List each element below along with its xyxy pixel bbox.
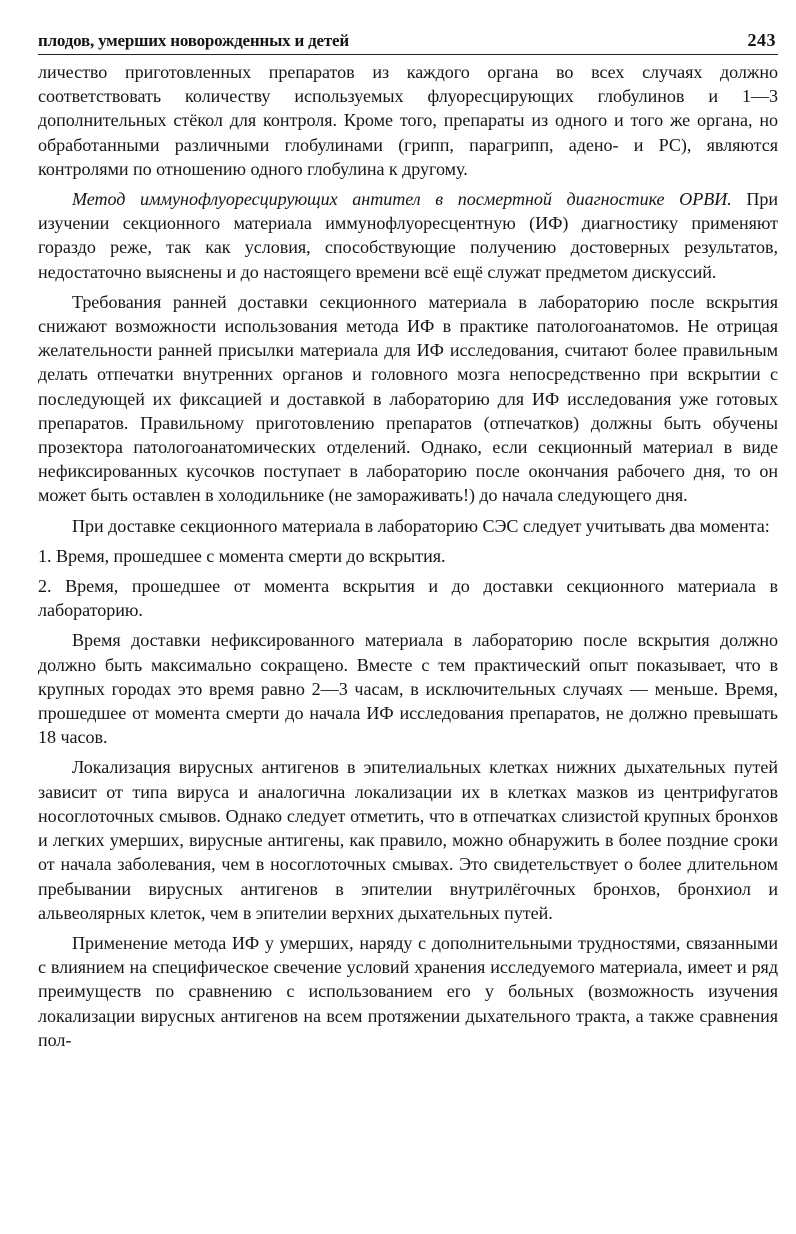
running-header xyxy=(38,30,778,55)
paragraph-delivery-time: Время доставки нефиксированного материала в лабораторию после вскрытия должно должно быть максимально сокращено. Вместе с тем практический опыт показывает, что в крупных городах это время равно 2—3 часам, в исключительных случаях — меньше. Время, прошедшее от момента смерти до начала ИФ исследования препаратов, не должно превышать 18 часов. xyxy=(38,630,778,748)
page-body xyxy=(38,60,778,1052)
paragraph-antigen-localization: Локализация вирусных антигенов в эпителиальных клетках нижних дыхательных путей зависит от типа вируса и аналогична локализации их в клетках мазков из центрифугатов носоглоточных смывов. Однако следует отметить, что в отпечатках слизистой крупных бронхов и легких умерших, вирусные антигены, как правило, можно обнаружить в более поздние сроки от начала заболевания, чем в носоглоточных смывах. Это свидетельствует о более длительном пребывании вирусных антигенов в эпителии внутрилёгочных бронхов, бронхиол и альвеолярных клеток, чем в эпителии верхних дыхательных путей. xyxy=(38,757,778,923)
list-item-1: 1. Время, прошедшее с момента смерти до вскрытия. xyxy=(38,545,446,566)
paragraph-method-ifa: Метод иммунофлуоресцирующих антител в посмертной диагностике ОРВИ. При изучении секционного материала иммунофлуоресцентную (ИФ) диагностику применяют гораздо реже, так как условия, способствующие получению достоверных результатов, недостаточно выяснены и до настоящего времени всё ещё служат предметом дискуссий. xyxy=(38,189,778,282)
running-title: плодов, умерших новорожденных и детей xyxy=(38,31,349,50)
list-item-2: 2. Время, прошедшее от момента вскрытия и до доставки секционного материала в лабораторию. xyxy=(38,576,778,621)
section-lead-italic: Метод иммунофлуоресцирующих антител в посмертной диагностике ОРВИ. xyxy=(72,189,732,210)
paragraph-method-advantages: Применение метода ИФ у умерших, наряду с дополнительными трудностями, связанными с влиянием на специфическое свечение условий хранения исследуемого материала, имеет и ряд преимуществ по сравнению с использованием его у больных (возможность изучения локализации вирусных антигенов на всем протяжении дыхательного тракта, а также сравнения пол- xyxy=(38,932,778,1050)
paragraph-delivery-requirements: Требования ранней доставки секционного материала в лабораторию после вскрытия снижают возможности использования метода ИФ в практике патологоанатомов. Не отрицая желательности ранней присылки материала для ИФ исследования, считают более правильным делать отпечатки внутренних органов и головного мозга непосредственно при вскрытии с последующей их фиксацией и доставкой в лабораторию для ИФ исследования уже готовых препаратов. Правильному приготовлению препаратов (отпечатков) должны быть обучены прозектора патологоанатомических отделений. Однако, если секционный материал в виде нефиксированных кусочков поступает в лабораторию после окончания рабочего дня, то он может быть оставлен в холодильнике (не замораживать!) до начала следующего дня. xyxy=(38,291,778,506)
paragraph-continuation: личество приготовленных препаратов из каждого органа во всех случаях должно соответствовать количеству используемых флуоресцирующих глобулинов и 1—3 дополнительных стёкол для контроля. Кроме того, препараты из одного и того же органа, но обработанными различными глобулинами (грипп, парагрипп, адено- и РС), являются контролями по отношению одного глобулина к другому. xyxy=(38,62,778,179)
book-page xyxy=(38,30,778,1052)
paragraph-two-moments: При доставке секционного материала в лабораторию СЭС следует учитывать два момента: xyxy=(72,515,770,536)
page-number: 243 xyxy=(747,30,776,50)
